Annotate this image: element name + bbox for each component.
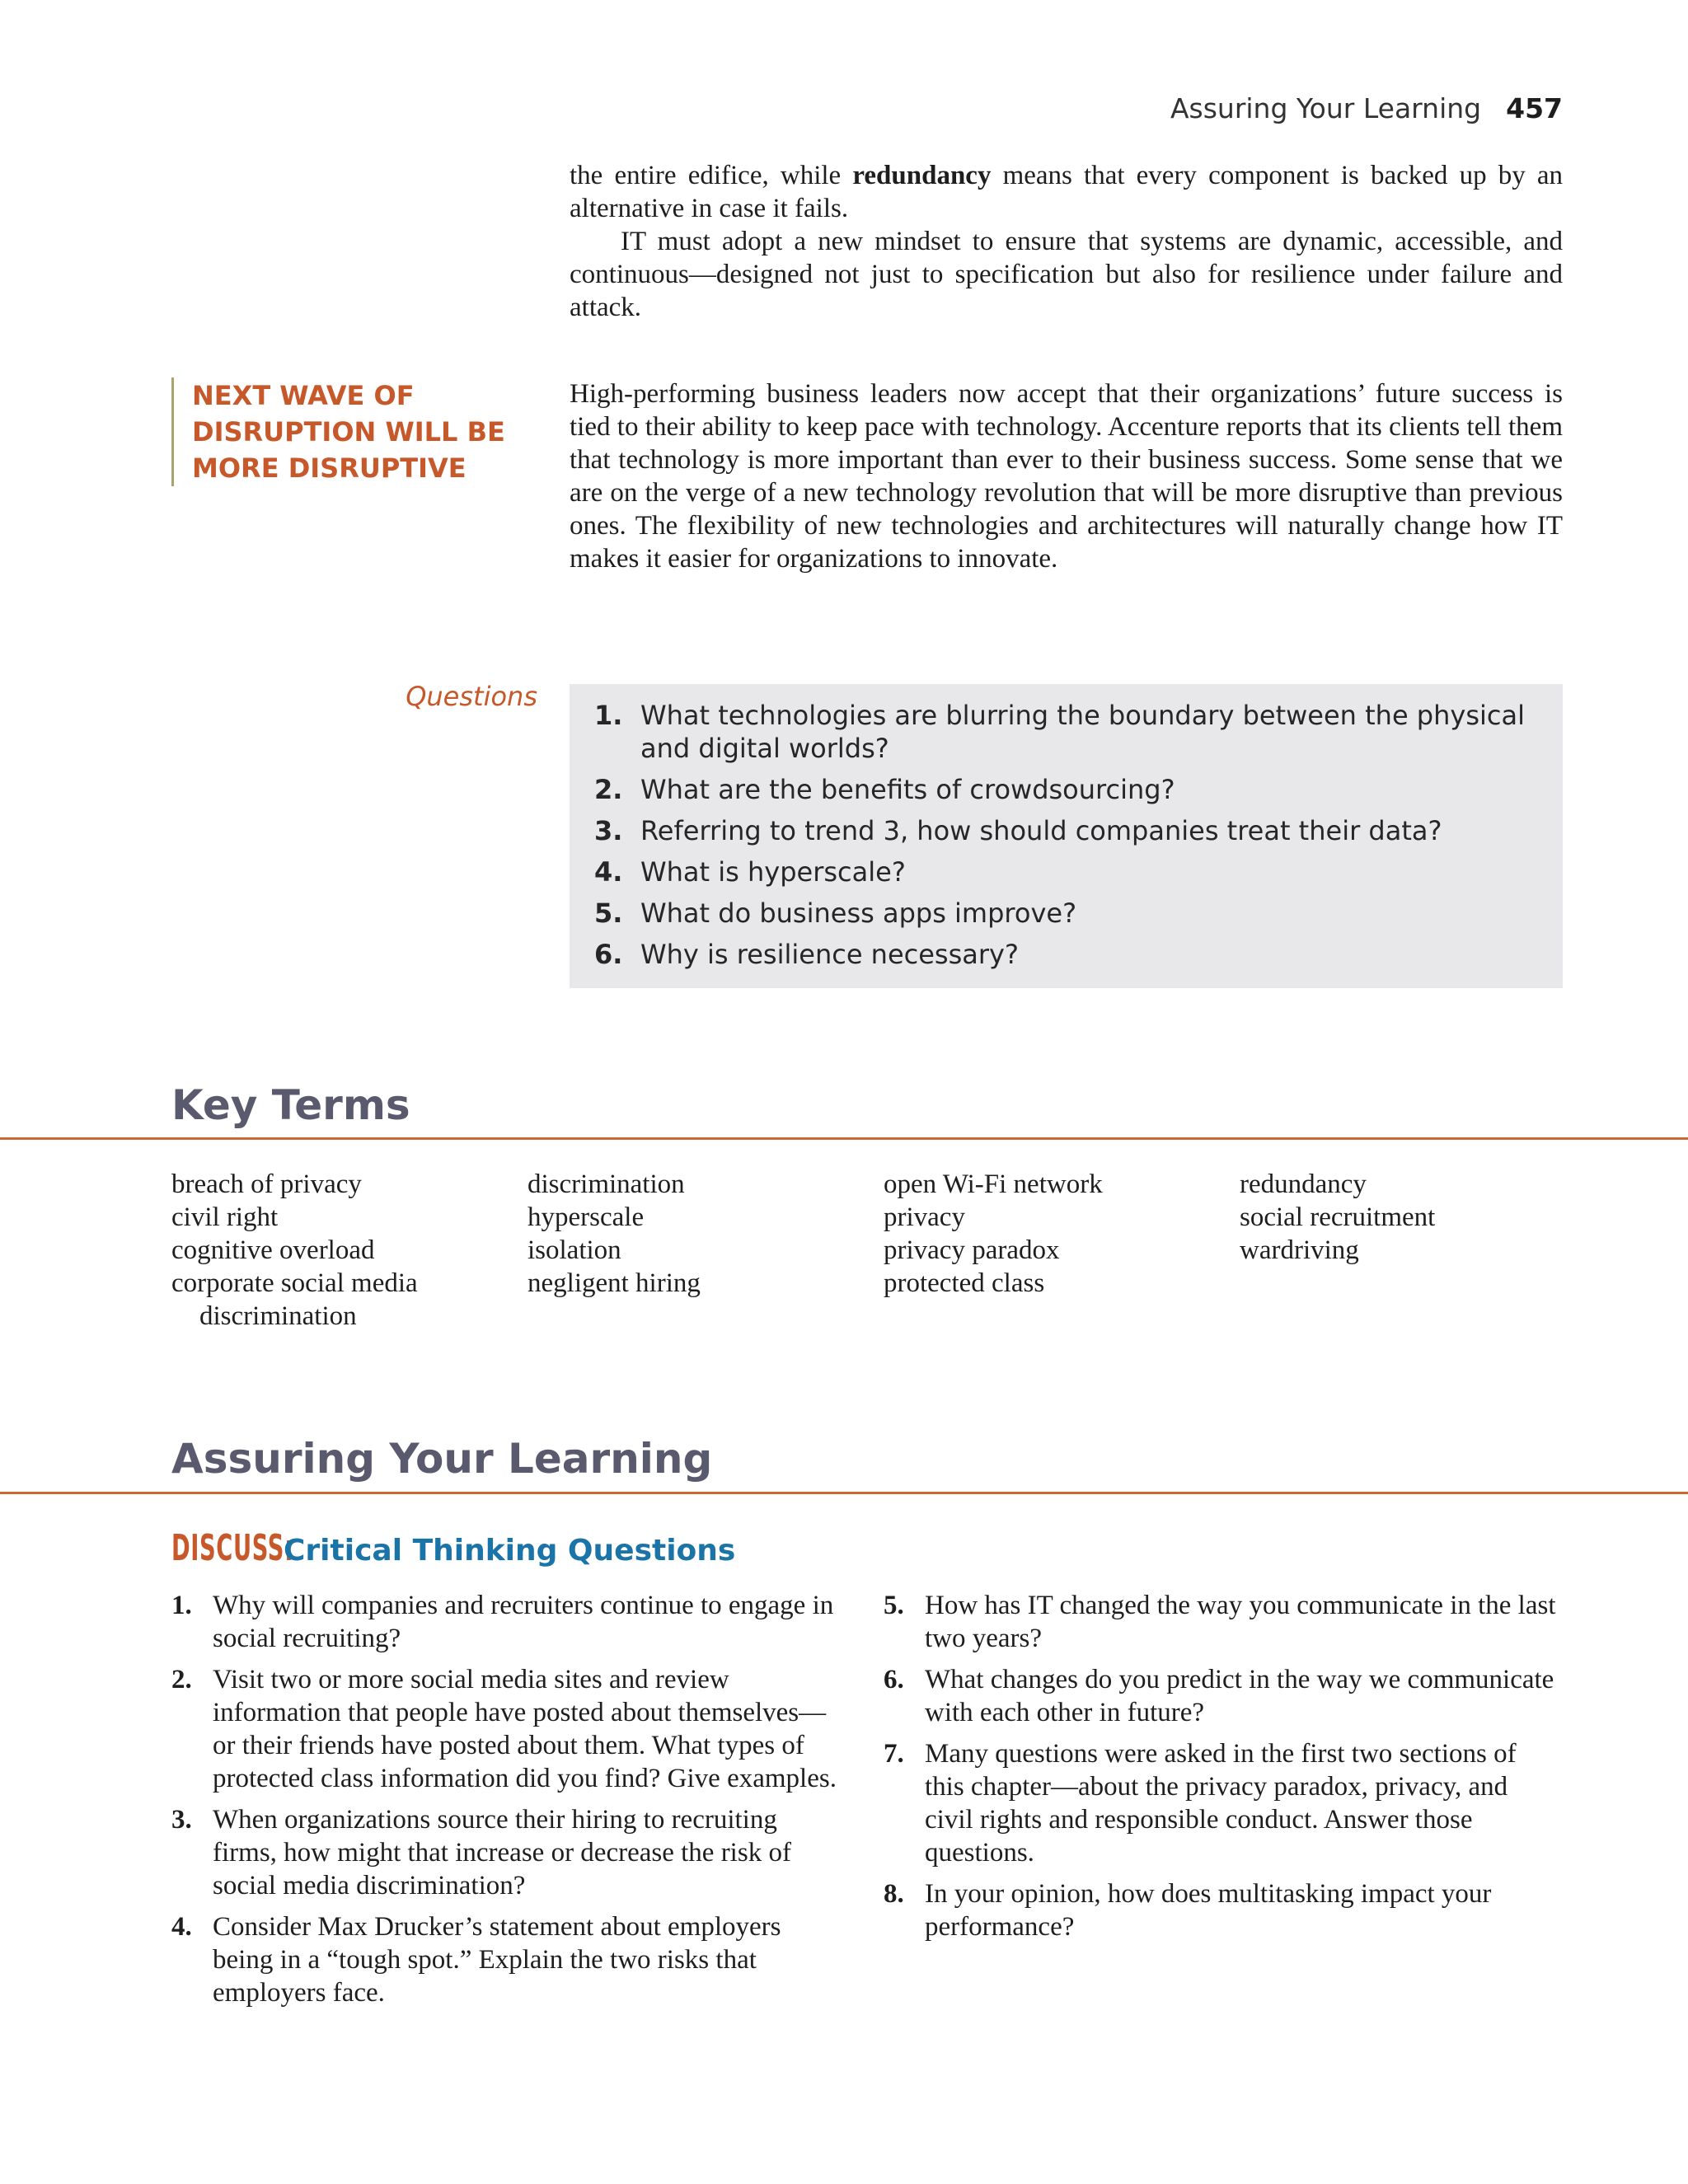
key-terms-title: Key Terms [171,1081,410,1129]
discussion-question-number: 1. [171,1591,192,1620]
key-term: hyperscale [528,1202,645,1232]
question-number: 3. [594,815,623,846]
section-divider [0,1492,1688,1494]
assuring-learning-title: Assuring Your Learning [171,1435,713,1483]
discussion-question-number: 6. [884,1665,904,1694]
key-terms-column [1240,1168,1435,1267]
discussion-questions-left [171,1589,847,2018]
discussion-question [171,1663,847,1795]
key-term-continuation: discrimination [199,1301,357,1331]
question-text: What technologies are blurring the boundary between the physical and digital worlds? [640,700,1525,764]
question-item [594,773,1546,806]
margin-heading-line: DISRUPTION WILL BE [192,416,505,448]
key-terms-column [171,1168,418,1333]
discuss-subtitle: Critical Thinking Questions [284,1534,736,1568]
key-term: privacy [884,1202,965,1232]
page-number: 457 [1506,92,1563,124]
discussion-question-number: 2. [171,1665,192,1694]
question-item [594,938,1546,971]
discussion-question-text: How has IT changed the way you communicate in the last two years? [925,1591,1556,1653]
key-term: civil right [171,1202,279,1232]
intro-paragraph-2: IT must adopt a new mindset to ensure that systems are dynamic, accessible, and continuous—designed not just to specification but also for resilience under failure and attack. [570,227,1563,322]
discuss-label: DISCUSS: [171,1527,294,1569]
discussion-question [171,1910,847,2009]
discussion-question-number: 8. [884,1879,904,1909]
question-text: Referring to trend 3, how should companies treat their data? [640,815,1442,846]
discussion-question-text: When organizations source their hiring to recruiting firms, how might that increase or decrease the risk of social media discrimination? [213,1805,791,1900]
discussion-question-text: Why will companies and recruiters continue to engage in social recruiting? [213,1591,834,1653]
key-term: social recruitment [1240,1202,1436,1232]
discussion-question-text: In your opinion, how does multitasking impact your performance? [925,1879,1492,1942]
key-term: protected class [884,1268,1045,1298]
discussion-question-number: 4. [171,1912,192,1942]
intro-paragraph-1 [570,159,1563,225]
question-item [594,699,1546,765]
discussion-question-text: Many questions were asked in the first two sections of this chapter—about the privacy paradox, privacy, and civil rights and responsible conduct. Answer those questions. [925,1739,1517,1868]
questions-box [570,684,1563,988]
discussion-question-text: What changes do you predict in the way we communicate with each other in future? [925,1665,1554,1727]
question-number: 6. [594,939,623,970]
discussion-question-number: 3. [171,1805,192,1835]
discussion-question [171,1803,847,1902]
discussion-question-text: Visit two or more social media sites and review information that people have posted about themselves—or their friends have posted about them. What types of protected class information did you find? Give examples. [213,1665,837,1793]
key-term: cognitive overload [171,1235,375,1265]
question-text: What do business apps improve? [640,898,1077,929]
discussion-question [884,1877,1559,1943]
intro-text-run: the entire edifice, while [570,161,853,190]
question-item [594,897,1546,930]
question-text: What are the benefits of crowdsourcing? [640,774,1175,805]
question-item [594,855,1546,888]
discussion-question [171,1589,847,1655]
question-text: What is hyperscale? [640,856,906,888]
question-item [594,814,1546,847]
key-term: breach of privacy [171,1169,362,1199]
section-divider [0,1137,1688,1140]
margin-heading-line: NEXT WAVE OF [192,380,415,411]
key-term: isolation [528,1235,621,1265]
question-number: 1. [594,700,623,731]
question-text: Why is resilience necessary? [640,939,1019,970]
key-term: redundancy [1240,1169,1367,1199]
key-term: wardriving [1240,1235,1359,1265]
discussion-question-number: 5. [884,1591,904,1620]
question-number: 2. [594,774,623,805]
key-term: negligent hiring [528,1268,701,1298]
questions-label: Questions [406,681,537,712]
main-paragraph: High-performing business leaders now accept that their organizations’ future success is tied to their ability to keep pace with technology. Accenture reports that its clients tell them that technology is more important than ever to their business success. Some sense that we are on the verge of a new technology revolution that will be more disruptive than previous ones. The flexibility of new technologies and architectures will naturally change how IT makes it easier for organizations to innovate. [570,379,1563,574]
margin-heading-line: MORE DISRUPTIVE [192,452,467,484]
discussion-questions-right [884,1589,1559,1952]
key-term: discrimination [528,1169,685,1199]
margin-heading [171,377,505,486]
question-number: 5. [594,898,623,929]
bold-term-redundancy: redundancy [852,161,992,190]
main-text [570,377,1563,575]
key-term: privacy paradox [884,1235,1060,1265]
discussion-question-number: 7. [884,1739,904,1769]
key-term: open Wi-Fi network [884,1169,1103,1199]
key-term: corporate social media [171,1268,418,1298]
discussion-question [884,1663,1559,1729]
discussion-question-text: Consider Max Drucker’s statement about employers being in a “tough spot.” Explain the two risks that employers face. [213,1912,781,2008]
discussion-question [884,1589,1559,1655]
running-header-section: Assuring Your Learning [1170,92,1482,124]
discuss-heading [171,1527,736,1569]
discussion-question [884,1737,1559,1869]
intro-text-run: means that every component is backed up by an alternative in case it fails. [570,161,1563,223]
intro-text [570,159,1563,324]
key-terms-column [884,1168,1103,1300]
running-header [1170,92,1563,124]
key-terms-column [528,1168,701,1300]
question-number: 4. [594,856,623,888]
